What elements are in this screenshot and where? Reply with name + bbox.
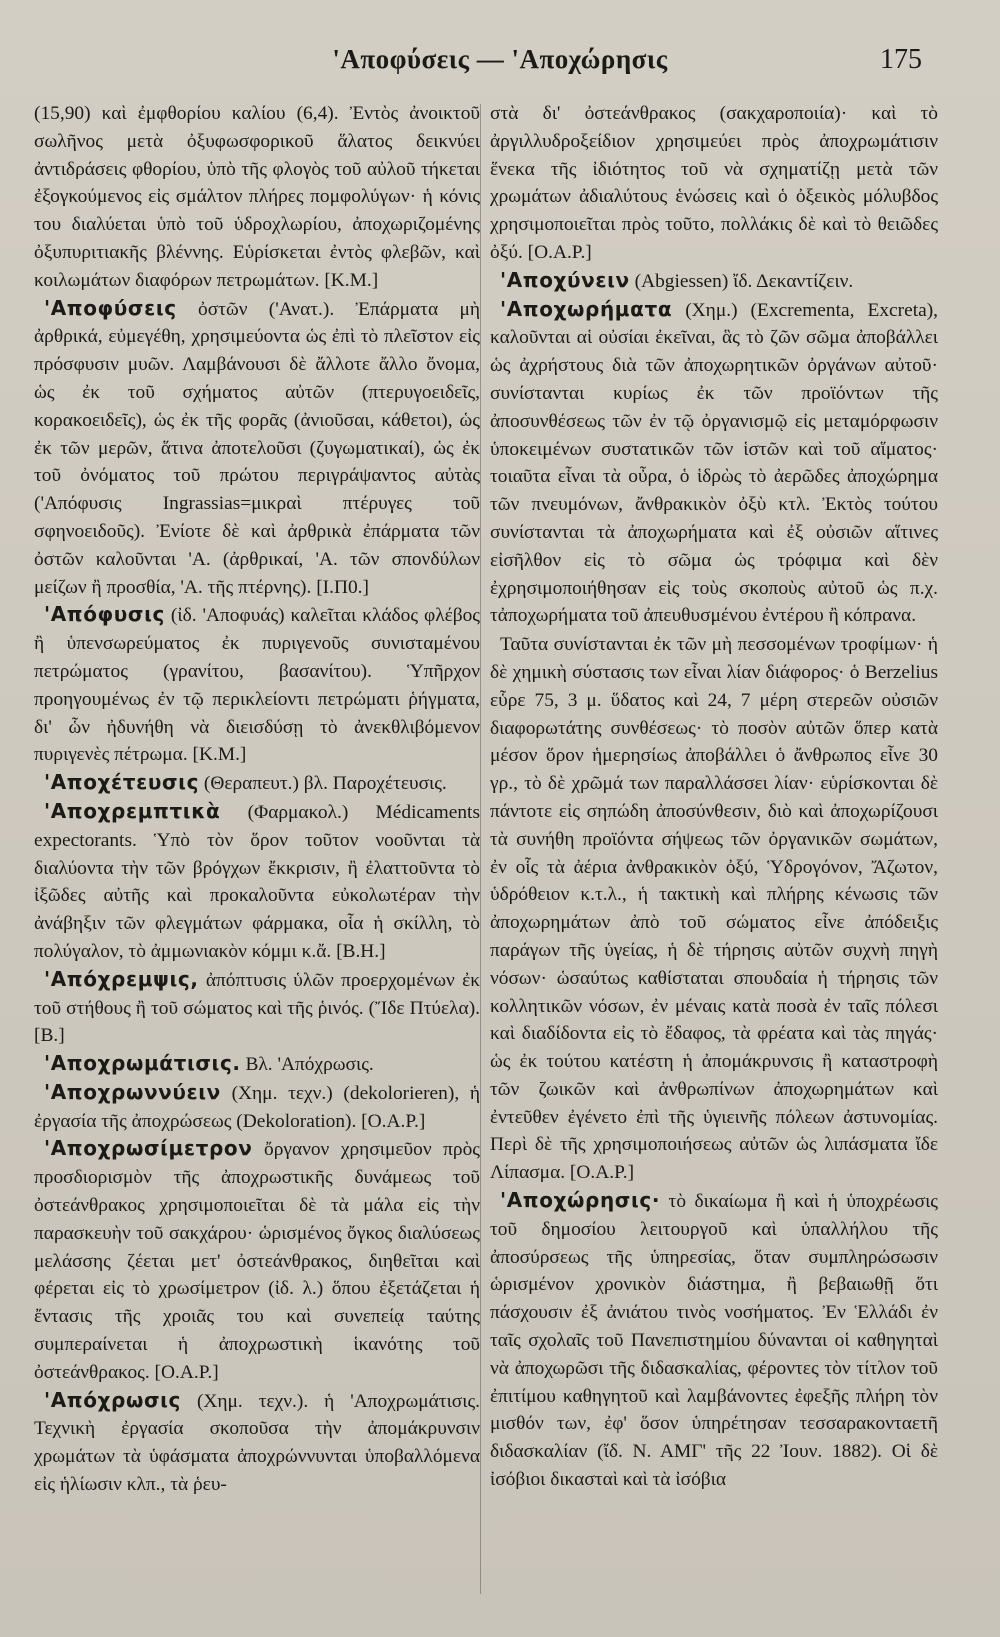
entry-text: Βλ. 'Απόχρωσις.: [245, 1054, 374, 1076]
entry-text: (Abgiessen) ἴδ. Δεκαντίζειν.: [634, 270, 854, 292]
entry-text: (ἰδ. 'Αποφυάς) καλεῖται κλάδος φλέβος ἢ ὑπενσωρεύματος ἐκ πυριγενοῦς συνισταμένου πετρώματος (γρανίτου, βασανίτου). Ὑπῆρχον προηγουμένως ἐν τῷ περικλείοντι πετρώματι ῥήγματα, δι' ὧν ἠδυνήθη νὰ διεισδύσῃ τὸ ἀνεκθλιβόμενον πυριγενὲς πέτρωμα. [Κ.Μ.]: [34, 605, 480, 766]
entry-text: (Χημ. τεχν.) (dekolorieren), ἡ ἐργασία τῆς ἀποχρώσεως (Dekoloration). [Ο.Α.Ρ.]: [34, 1082, 480, 1132]
entry-continuation: [490, 100, 938, 267]
entry-apochorisis: [490, 1187, 938, 1494]
entry-text: τὸ δικαίωμα ἢ καὶ ἡ ὑποχρέωσις τοῦ δημοσίου λειτουργοῦ καὶ ὑπαλλήλου τῆς ἀποσύρσεως τῆς ὑπηρεσίας, ὅταν συμπληρώσωσιν ὡρισμένον χρονικὸν διάστημα, ἢ βεβαιωθῇ ὅτι πάσχουσιν ἐξ ἀνιάτου τινὸς νοσήματος. Ἐν Ἑλλάδι ἐν ταῖς σχολαῖς τοῦ Πανεπιστημίου δύνανται οἱ καθηγηταὶ νὰ ἀποχωρῶσι τῆς διδασκαλίας, φέροντες τὸν τίτλον τοῦ ἐπιτίμου καθηγητοῦ καὶ λαμβάνοντες ἐφεξῆς πλήρη τὸν μισθόν των, ἐφ' ὅσον ὑπηρέτησαν τεσσαρακονταετῆ διδασκαλίαν (ἴδ. Ν. ΑΜΓ' τῆς 22 Ἰουν. 1882). Οἱ δὲ ἰσόβιοι δικασταὶ καὶ τὰ ἰσόβια: [490, 1191, 938, 1491]
entry-headword: 'Απόχρωσις: [44, 1387, 181, 1412]
entry-text: στὰ δι' ὀστεάνθρακος (σακχαροποιία)· καὶ τὸ ἀργιλλυδροξείδιον χρησιμεύει πρὸς ἀποχρωμάτισιν ἕνεκα τῆς ἰδιότητος τοῦ νὰ σχηματίζῃ μετὰ τῶν χρωμάτων ἀδιαλύτους ἑνώσεις καὶ ὁ ὀξεικὸς μόλυβδος χρησιμοποιεῖται πρὸς τοῦτο, πολλάκις δὲ καὶ τὸ θειῶδες ὀξύ. [Ο.Α.Ρ.]: [490, 103, 938, 263]
entry-apofysis: [34, 601, 480, 769]
entry-text: ὄργανον χρησιμεῦον πρὸς προσδιορισμὸν τῆς ἀποχρωστικῆς δυνάμεως τοῦ ὀστεάνθρακος χρησιμοποιεῖται δὲ τὰ μάλα εἰς τὴν παρασκευὴν τοῦ σακχάρου· ὡρισμένος ὄγκος διαλύσεως μελάσσης ζέεται μετ' ὀστεάνθρακος, διηθεῖται καὶ φέρεται εἰς τὸ χρωσίμετρον (ἰδ. λ.) ὅπου ἐξετάζεται ἡ ἔντασις τῆς χροιᾶς του καὶ συνεπείᾳ ταύτης συμπεραίνεται ἡ ἀποχρωστικὴ ἱκανότης τοῦ ὀστεάνθρακος. [Ο.Α.Ρ.]: [34, 1139, 480, 1383]
running-title: 'Αποφύσεις — 'Αποχώρησις: [332, 44, 668, 74]
entry-text: (Χημ. τεχν.). ἡ 'Αποχρωμάτισις. Τεχνικὴ ἐργασία σκοποῦσα τὴν ἀπομάκρυνσιν χρωμάτων τὰ ὑφάσματα ἀποχρώννυνται ὑποβαλλόμενα εἰς ἡλίωσιν κλπ., τὰ ῥευ-: [34, 1390, 480, 1496]
entry-headword: 'Αποχώρησις·: [500, 1188, 661, 1213]
entry-headword: 'Αποχωρήματα: [500, 296, 673, 321]
entry-apochromatisis: [34, 1050, 480, 1079]
entry-headword: 'Αποφύσεις: [44, 295, 177, 320]
entry-continuation: [34, 100, 480, 295]
entry-headword: 'Απόφυσις: [44, 602, 165, 627]
entry-apochronnyein: [34, 1079, 480, 1136]
entry-text: ὀστῶν ('Ανατ.). Ἐπάρματα μὴ ἀρθρικά, εὐμεγέθη, χρησιμεύοντα ὡς ἐπὶ τὸ πλεῖστον εἰς πρόσφυσιν μυῶν. Λαμβάνουσι δὲ ἄλλοτε ἄλλο ὄνομα, ὡς ἐκ τοῦ σχήματος αὐτῶν (πτερυγοειδεῖς, κορακοειδεῖς), ὡς ἐκ τῆς φορᾶς (ἀνιοῦσαι, κάθετοι), ὡς ἐκ τῶν μερῶν, ἅτινα ἀποτελοῦσι (ζυγωματικαί), ὡς ἐκ τοῦ ὀνόματος τοῦ πρώτου περιγράψαντος αὐτὰς ('Απόφυσις Ingrassias=μικραὶ πτέρυγες τοῦ σφηνοειδοῦς). Ἐνίοτε δὲ καὶ ἀρθρικὰ ἐπάρματα τῶν ὀστῶν καλοῦνται 'Α. (ἀρθρικαί, 'Α. τῶν σπονδύλων μείζων ἢ προσθία, 'Α. τῆς πτέρνης). [Ι.Π0.]: [34, 298, 480, 598]
column-divider: [480, 104, 481, 1594]
entry-headword: 'Αποχρωμάτισις.: [44, 1051, 241, 1076]
left-column: [34, 100, 480, 1600]
entry-apofyseis-oston: [34, 295, 480, 602]
entry-text: (Φαρμακολ.) Médicaments expectorants. Ὑπὸ τὸν ὅρον τοῦτον νοοῦνται τὰ διαλύοντα τὴν τῶν βρόγχων ἔκκρισιν, ἢ ἐλαττοῦντα τὸ ἰξῶδες αὐτῆς καὶ προκαλοῦντα εὐκολωτέραν τὴν ἀνάβηξιν τῶν φλεγμάτων φάρμακα, οἷα ἡ σκίλλη, τὸ πολύγαλον, τὸ ἀμμωνιακὸν κόμμι κ.ἄ. [Β.Η.]: [34, 801, 480, 962]
page-number: 175: [880, 44, 922, 75]
entry-text: ἀπόπτυσις ὑλῶν προερχομένων ἐκ τοῦ στήθους ἢ τοῦ σώματος καὶ τῆς ῥινός. (Ἴδε Πτύελα). [Β.]: [34, 969, 480, 1047]
entry-headword: 'Αποχρωννύειν: [44, 1079, 221, 1104]
entry-text: (Θεραπευτ.) βλ. Παροχέτευσις.: [203, 773, 447, 795]
entry-paragraph: [490, 630, 938, 1187]
entry-apochrempsis: [34, 966, 480, 1050]
entry-text: Ταῦτα συνίστανται ἐκ τῶν μὴ πεσσομένων τροφίμων· ἡ δὲ χημικὴ σύστασις των εἶναι λίαν διάφορος· ὁ Berzelius εὗρε 75, 3 μ. ὕδατος καὶ 24, 7 μέρη στερεῶν οὐσιῶν διαφορωτάτης συνθέσεως· τὸ ποσὸν αὐτῶν ὅπερ κατὰ μέσον ὅρον ἡμερησίως ἀποβάλλει ὁ ἄνθρωπος εἶνε 30 γρ., τὸ δὲ χρῶμά των παραλλάσσει λίαν· εὑρίσκονται δὲ πάντοτε εἰς σηπώδη ἀποσύνθεσιν, διὸ καὶ ἀποχωρίζουσι τὰ συνήθη προϊόντα σήψεως τῶν ὀργανικῶν σωμάτων, ἐν οἷς τὰ ἀέρια ἀνθρακικὸν ὀξύ, Ὑδρογόνον, Ἄζωτον, ὑδρόθειον κ.τ.λ., ἡ τακτικὴ καὶ πλήρης κένωσις τῶν ἀποχωρημάτων ἀπὸ τοῦ σώματος εἶνε ἀπόδειξις παράγων τῆς ὑγείας, ἡ δὲ τήρησις αὐτῶν συχνὴ πηγὴ νόσων· ὡσαύτως καθίσταται σπουδαία ἡ τήρησις τῶν κολλητικῶν νόσων, ἐν μέναις κατὰ ποσὰ ἐν ταῖς πόλεσι καὶ διαδίδοντα εἰς τὸ ἔδαφος, τὰ φρέατα καὶ τὰς πηγάς· ὡς ἐκ τούτου κατέστη ἡ ἀπομάκρυνσις ἢ καταστροφὴ τῶν ζωικῶν καὶ ἀνθρωπίνων ἀποχωρημάτων καὶ ἐντεῦθεν ἐγένετο ἐπὶ τῆς ὑγιεινῆς πόλεων ἀστυνομίας. Περὶ δὲ τῆς χρησιμοποιήσεως αὐτῶν ὡς λιπάσματα ἴδε Λίπασμα. [Ο.Α.Ρ.]: [490, 634, 938, 1184]
entry-headword: 'Αποχρεμπτικὰ: [44, 798, 221, 823]
entry-headword: 'Απόχρεμψις,: [44, 966, 199, 991]
entry-apochrosimetron: [34, 1135, 480, 1386]
entry-text: (15,90) καὶ ἐμφθορίου καλίου (6,4). Ἐντὸς ἀνοικτοῦ σωλῆνος μετὰ ὀξυφωσφορικοῦ ἅλατος δεικνύει ἀντιδράσεις φθορίου, ὑπὸ τῆς φλογὸς τοῦ αὐλοῦ τήκεται ἐξογκούμενος εἰς σμάλτον πλήρες πομφολύγων· ἡ κόνις του διαλύεται ὑπὸ τοῦ ὑδροχλωρίου, ἀποχωριζομένης ὀξυπυριτιακῆς βλέννης. Εὑρίσκεται ἐντὸς φλεβῶν, καὶ κοιλωμάτων διαφόρων πετρωμάτων. [Κ.Μ.]: [34, 103, 480, 291]
entry-apochetefsis: [34, 769, 480, 798]
entry-text: (Χημ.) (Excrementa, Excreta), καλοῦνται αἱ οὐσίαι ἐκεῖναι, ἃς τὸ ζῶν σῶμα ἀποβάλλει ὡς ἀχρήστους διὰ τῶν ἀποχωρητικῶν ὀργάνων αὐτοῦ· συνίστανται κυρίως ἐκ τῶν προϊόντων τῆς ἀποσυνθέσεως τῶν ἐν τῷ ὀργανισμῷ εἰς μεταμόρφωσιν ὑποκειμένων συστατικῶν τῶν ἱστῶν καὶ τοῦ αἵματος· τοιαῦτα εἶναι τὰ οὖρα, ὁ ἱδρὼς τὸ ἀερῶδες ἀποχώρημα τῶν πνευμόνων, ἄνθρακικὸν ὀξὺ κτλ. Ἐκτὸς τούτου συνίστανται τὰ ἀποχωρήματα καὶ ἐξ οὐσιῶν αἵτινες εἰσῆλθον εἰς τὸ σῶμα ὡς τρόφιμα καὶ δὲν ἐχρησιμοποιήθησαν εἰς τοὺς σκοποὺς αὐτοῦ ὡς π.χ. τἀποχωρήματα τοῦ ἀπευθυσμένου ἐντέρου ἢ κόπρανα.: [490, 299, 938, 627]
entry-headword: 'Αποχρωσίμετρον: [44, 1136, 253, 1161]
right-column: [490, 100, 938, 1600]
entry-headword: 'Αποχύνειν: [500, 267, 630, 292]
entry-apochrosis: [34, 1387, 480, 1499]
entry-apochynein: [490, 267, 938, 296]
entry-apochorimata: [490, 296, 938, 631]
running-head: [0, 44, 1000, 84]
entry-headword: 'Αποχέτευσις: [44, 770, 200, 795]
entry-apochremptika: [34, 798, 480, 966]
